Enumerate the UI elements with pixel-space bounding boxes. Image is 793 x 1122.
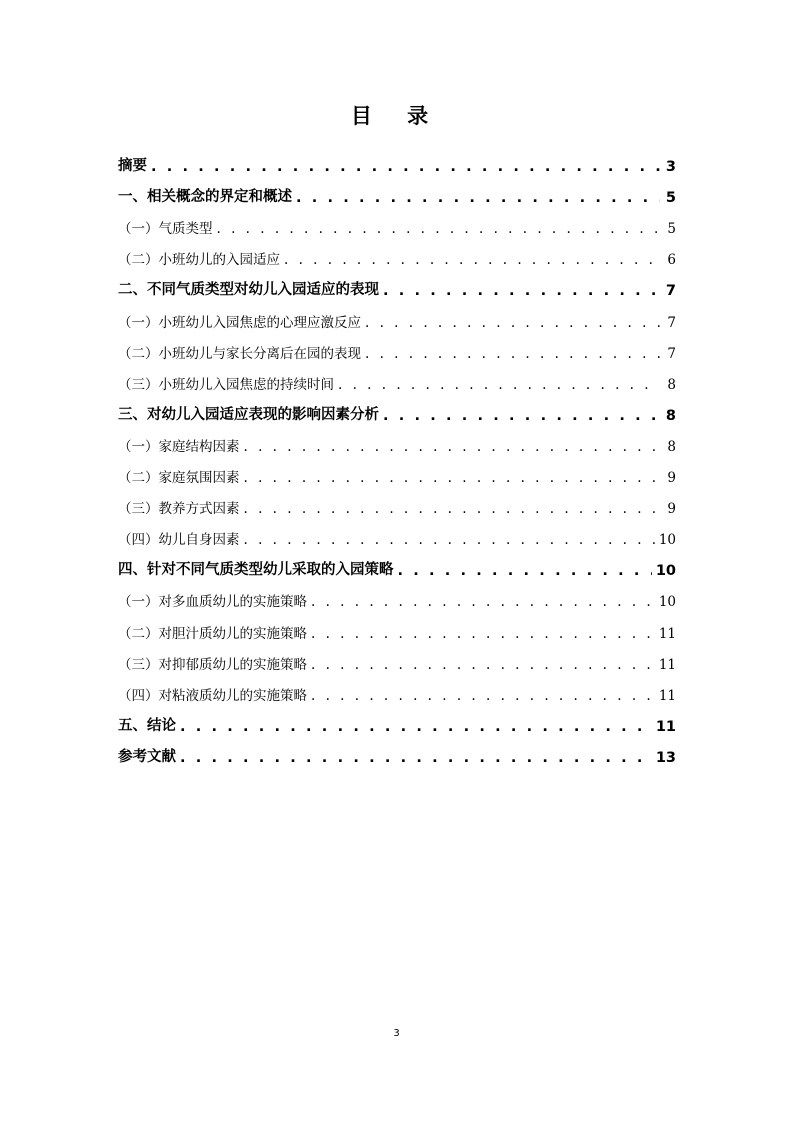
toc-dot-leader [180,719,652,740]
toc-entry-title: 二、不同气质类型对幼儿入园适应的表现 [118,282,379,299]
toc-entry-page-number: 10 [658,594,676,611]
toc-dot-leader [383,283,660,304]
footer-page-number: 3 [393,1028,400,1039]
toc-entry-chapter[interactable] [118,273,676,304]
toc-dot-leader [311,594,655,615]
toc-dot-leader [311,657,655,678]
toc-dot-leader [296,190,660,211]
toc-entry-section[interactable] [118,242,676,273]
toc-entry-section[interactable] [118,336,676,367]
toc-dot-leader [284,252,660,273]
toc-dot-leader [311,626,655,647]
toc-entry-section[interactable] [118,367,676,398]
toc-entry-title: （一）对多血质幼儿的实施策略 [118,594,307,611]
toc-dot-leader [217,221,661,242]
toc-entry-title: （二）家庭氛围因素 [118,470,240,487]
toc-dot-leader [244,532,655,553]
toc-dot-leader [180,750,652,771]
toc-entry-title: （二）小班幼儿的入园适应 [118,252,280,269]
page-title: 目 录 [350,104,443,128]
toc-entry-title: （一）气质类型 [118,221,213,238]
toc-entry-title: 三、对幼儿入园适应表现的影响因素分析 [118,406,379,423]
toc-dot-leader [151,159,660,180]
toc-entry-title: （四）幼儿自身因素 [118,532,240,549]
toc-entry-page-number: 10 [658,532,676,549]
toc-entry-page-number: 5 [667,221,676,238]
toc-entry-title: 五、结论 [118,717,176,734]
toc-dot-leader [311,688,655,709]
toc-entry-section[interactable] [118,304,676,335]
toc-dot-leader [244,470,661,491]
toc-entry-page-number: 8 [667,438,676,455]
toc-entry-chapter[interactable] [118,180,676,211]
toc-entry-page-number: 11 [658,656,676,673]
toc-entry-chapter[interactable] [118,553,676,584]
toc-entry-page-number: 11 [658,687,676,704]
toc-entry-section[interactable] [118,491,676,522]
toc-entry-title: 摘要 [118,158,147,175]
toc-entry-page-number: 9 [667,501,676,518]
toc-dot-leader [383,408,660,429]
toc-entry-chapter[interactable] [118,398,676,429]
toc-entry-page-number: 8 [667,376,676,393]
toc-entry-title: 四、针对不同气质类型幼儿采取的入园策略 [118,562,394,579]
toc-entry-section[interactable] [118,678,676,709]
toc-entry-page-number: 7 [667,314,676,331]
toc-entry-section[interactable] [118,211,676,242]
toc-entry-title: （二）小班幼儿与家长分离后在园的表现 [118,345,361,362]
toc-entry-page-number: 5 [665,190,676,207]
toc-entry-page-number: 11 [655,718,676,735]
toc-dot-leader [338,377,660,398]
toc-entry-page-number: 8 [665,407,676,424]
toc-entry-title: （三）教养方式因素 [118,501,240,518]
toc-entry-title: （三）对抑郁质幼儿的实施策略 [118,656,307,673]
toc-entry-title: （一）家庭结构因素 [118,438,240,455]
toc-entry-page-number: 7 [665,283,676,300]
toc-entry-title: （四）对粘液质幼儿的实施策略 [118,687,307,704]
toc-entry-section[interactable] [118,615,676,646]
toc-entry-title: （三）小班幼儿入园焦虑的持续时间 [118,376,334,393]
toc-entry-title: （二）对胆汁质幼儿的实施策略 [118,625,307,642]
toc-entry-section[interactable] [118,429,676,460]
toc-entry-title: 参考文献 [118,748,176,765]
toc-dot-leader [365,346,660,367]
toc-entry-page-number: 10 [655,563,676,580]
toc-entry-section[interactable] [118,647,676,678]
toc-entry-page-number: 13 [655,749,676,766]
toc-entry-page-number: 9 [667,470,676,487]
toc-entry-section[interactable] [118,584,676,615]
toc-entry-chapter[interactable] [118,740,676,771]
toc-entry-chapter[interactable] [118,149,676,180]
toc-dot-leader [365,315,660,336]
toc-entry-page-number: 3 [665,159,676,176]
toc-entry-page-number: 11 [658,625,676,642]
toc-entry-section[interactable] [118,522,676,553]
toc-entry-title: 一、相关概念的界定和概述 [118,189,292,206]
toc-entry-page-number: 7 [667,345,676,362]
toc-entry-chapter[interactable] [118,709,676,740]
toc-dot-leader [398,563,652,584]
toc-dot-leader [244,501,661,522]
toc-entry-section[interactable] [118,460,676,491]
toc-entry-page-number: 6 [667,252,676,269]
toc-entry-title: （一）小班幼儿入园焦虑的心理应激反应 [118,314,361,331]
table-of-contents [118,149,676,771]
toc-dot-leader [244,439,661,460]
